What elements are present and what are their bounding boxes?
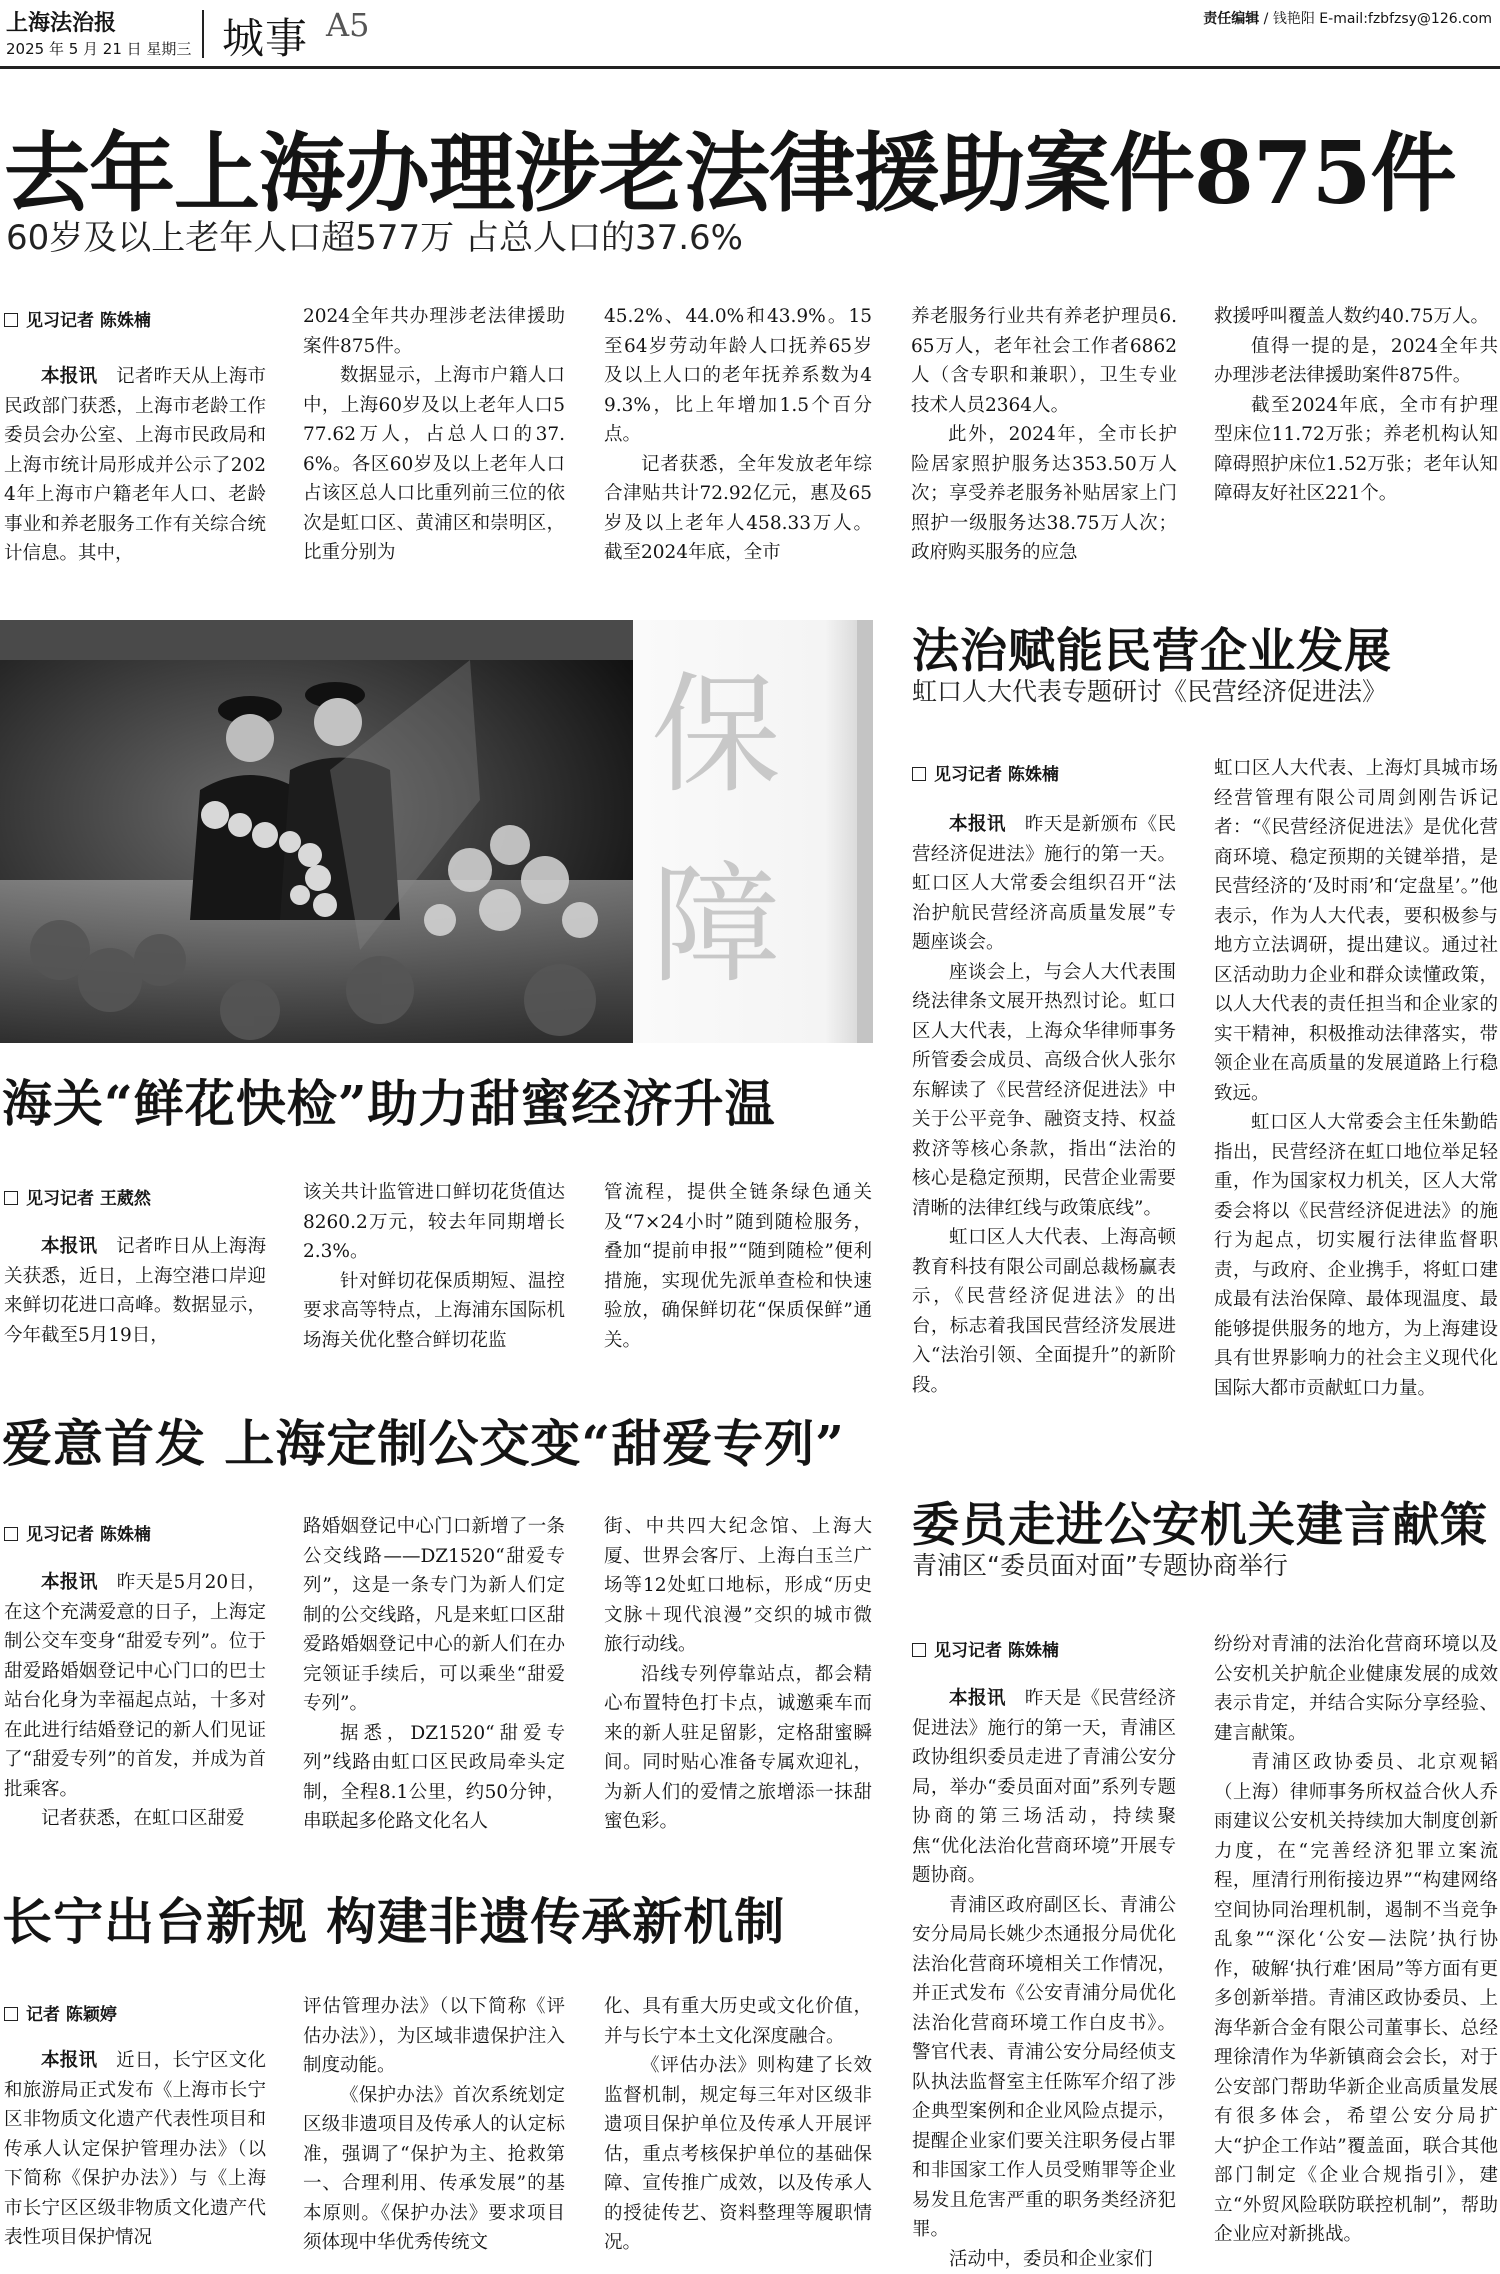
byline-box-icon <box>912 767 926 781</box>
story3-headline: 爱意首发 上海定制公交变“甜爱专列” <box>2 1414 845 1473</box>
story5-byline <box>912 760 1059 785</box>
paper-logo: 上海法治报 <box>6 10 117 36</box>
calligraphy-panel <box>633 620 873 1043</box>
story6-subheadline: 青浦区“委员面对面”专题协商举行 <box>912 1551 1288 1580</box>
story2-lead: 本报讯 <box>41 1236 98 1257</box>
editor-label: 责任编辑 <box>1203 11 1260 27</box>
story6-headline: 委员走进公安机关建言献策 <box>912 1498 1488 1553</box>
story5-headline: 法治赋能民营企业发展 <box>912 624 1392 679</box>
calligraphy-side-bar <box>857 620 873 1043</box>
flower-inspection-photo <box>0 620 633 1043</box>
byline-text: 记者 陈颖婷 <box>26 2005 117 2025</box>
story1-col1-text: 记者昨天从上海市民政部门获悉，上海市老龄工作委员会办公室、上海市民政局和上海市统计局形成并公示了2024年上海市户籍老年人口、老龄事业和养老服务工作有关综合统计信息。其中， <box>4 366 266 564</box>
story1-byline <box>4 306 151 331</box>
page-number: A5 <box>326 6 370 44</box>
story3-col1: 本报讯 昨天是5月20日，在这个充满爱意的日子，上海定制公交车变身“甜爱专列”。位于甜爱路婚姻登记中心门口的巴士站台化身为幸福起点站，十多对在此进行结婚登记的新人们见证了“甜爱专列”的首发，并成为首批乘客。 记者获悉，在虹口区甜爱 <box>4 1572 266 1829</box>
story1-col1 <box>4 362 266 572</box>
story5-subheadline: 虹口人大代表专题研讨《民营经济促进法》 <box>912 677 1388 706</box>
story4-lead: 本报讯 <box>41 2050 98 2071</box>
story4-col3: 化、具有重大历史或文化价值，并与长宁本土文化深度融合。 《评估办法》则构建了长效监督机制，规定每三年对区级非遗项目保护单位及传承人开展评估，重点考核保护单位的基础保障、宣传推广成效，以及传承人的授徒传艺、资料整理等履职情况。 <box>604 1996 872 2253</box>
story5-col1-text: 昨天是新颁布《民营经济促进法》施行的第一天。虹口区人大常委会组织召开“法治护航民营经济高质量发展”专题座谈会。 <box>912 814 1176 953</box>
masthead-rule <box>0 66 1500 69</box>
story4-col1 <box>4 2046 266 2246</box>
byline-text: 见习记者 王葳然 <box>26 1189 151 1209</box>
calligraphy-text: 保障 <box>651 659 782 1001</box>
byline-text: 见习记者 陈姝楠 <box>26 1525 151 1545</box>
byline-box-icon <box>4 313 18 327</box>
editor-info: 责任编辑 / 钱艳阳 E-mail:fzbfzsy@126.com <box>1203 11 1492 27</box>
customs-officers-photo-icon <box>0 620 633 1043</box>
story6-col2: 纷纷对青浦的法治化营商环境以及公安机关护航企业健康发展的成效表示肯定，并结合实际分享经验、建言献策。 青浦区政协委员、北京观韬（上海）律师事务所权益合伙人乔雨建议公安机关持续加大制度创新力度，在“完善经济犯罪立案流程，厘清行刑衔接边界”“构建网络空间协同治理机制，遏制不当竞争乱象”“深化‘公安—法院’执行协作，破解‘执行难’困局”等方面有更多创新举措。青浦区政协委员、上海华新合金有限公司董事长、总经理徐清作为华新镇商会会长，对于公安部门帮助华新企业高质量发展有很多体会，希望公安分局扩大“护企工作站”覆盖面，联合其他部门制定《企业合规指引》，建立“外贸风险联防联控机制”，帮助企业应对新挑战。 <box>1214 1634 1498 2245</box>
story4-col2: 评估管理办法》（以下简称《评估办法》），为区域非遗保护注入制度动能。 《保护办法》首次系统划定区级非遗项目及传承人的认定标准，强调了“保护为主、抢救第一、合理利用、传承发展”的基本原则。《保护办法》要求项目须体现中华优秀传统文 <box>303 1996 565 2253</box>
editor-name: 钱艳阳 <box>1272 11 1315 27</box>
story2-col1-text: 记者昨日从上海海关获悉，近日，上海空港口岸迎来鲜切花进口高峰。数据显示，今年截至5月19日， <box>4 1236 266 1346</box>
byline-text: 见习记者 陈姝楠 <box>26 311 151 331</box>
byline-box-icon <box>912 1643 926 1657</box>
story3-col1-text: 昨天是5月20日，在这个充满爱意的日子，上海定制公交车变身“甜爱专列”。位于甜爱路婚姻登记中心门口的巴士站台化身为幸福起点站，十多对在此进行结婚登记的新人们见证了“甜爱专列”的首发，并成为首批乘客。 <box>4 1572 266 1800</box>
story4-byline <box>4 2000 117 2025</box>
story1-col4: 养老服务行业共有养老护理员6.65万人，老年社会工作者6862人（含专职和兼职），卫生专业技术人员2364人。 此外，2024年，全市长护险居家照护服务达353.50万人次；享受养老服务补贴居家上门照护一级服务达38.75万人次；政府购买服务的应急 <box>911 306 1177 563</box>
byline-box-icon <box>4 1191 18 1205</box>
masthead <box>0 0 1500 72</box>
byline-text: 见习记者 陈姝楠 <box>934 765 1059 785</box>
story2-col2: 该关共计监管进口鲜切花货值达8260.2万元，较去年同期增长2.3%。 针对鲜切花保质期短、温控要求高等特点，上海浦东国际机场海关优化整合鲜切花监 <box>303 1182 565 1351</box>
byline-box-icon <box>4 2007 18 2021</box>
story1-lead: 本报讯 <box>41 366 98 387</box>
story3-byline <box>4 1520 151 1545</box>
editor-email: E-mail:fzbfzsy@126.com <box>1319 11 1492 27</box>
issue-date: 2025 年 5 月 21 日 星期三 <box>6 40 192 58</box>
story6-byline <box>912 1636 1059 1661</box>
story1-col3: 45.2%、44.0%和43.9%。15至64岁劳动年龄人口抚养65岁及以上人口的老年抚养系数为49.3%，比上年增加1.5个百分点。 记者获悉，全年发放老年综合津贴共计72.92亿元，惠及65岁及以上老年人458.33万人。截至2024年底，全市 <box>604 306 872 563</box>
masthead-divider <box>202 10 204 58</box>
story2-byline <box>4 1184 151 1209</box>
story2-col1 <box>4 1232 266 1352</box>
story3-col3: 街、中共四大纪念馆、上海大厦、世界会客厅、上海白玉兰广场等12处虹口地标，形成“历史文脉＋现代浪漫”交织的城市微旅行动线。 沿线专列停靠站点，都会精心布置特色打卡点，诚邀乘车而来的新人驻足留影，定格甜蜜瞬间。同时贴心准备专属欢迎礼，为新人们的爱情之旅增添一抹甜蜜色彩。 <box>604 1516 872 1832</box>
story4-col1-text: 近日，长宁区文化和旅游局正式发布《上海市长宁区非物质文化遗产代表性项目和传承人认定保护管理办法》（以下简称《保护办法》）与《上海市长宁区区级非物质文化遗产代表性项目保护情况 <box>4 2050 266 2248</box>
story3-lead: 本报讯 <box>41 1572 98 1593</box>
story5-lead: 本报讯 <box>949 814 1006 835</box>
story5-col2: 虹口区人大代表、上海灯具城市场经营管理有限公司周剑刚告诉记者：“《民营经济促进法》是优化营商环境、稳定预期的关键举措，是民营经济的‘及时雨’和‘定盘星’。”他表示，作为人大代表，要积极参与地方立法调研，提出建议。通过社区活动助力企业和群众读懂政策，以人大代表的责任担当和企业家的实干精神，积极推动法律落实，带领企业在高质量的发展道路上行稳致远。 虹口区人大常委会主任朱勤皓指出，民营经济在虹口地位举足轻重，作为国家权力机关，区人大常委会将以《民营经济促进法》的施行为起点，切实履行法律监督职责，与政府、企业携手，将虹口建成最有法治保障、最体现温度、最能够提供服务的地方，为上海建设具有世界影响力的社会主义现代化国际大都市贡献虹口力量。 <box>1214 758 1498 1399</box>
story1-subheadline: 60岁及以上老年人口超577万 占总人口的37.6% <box>6 218 743 258</box>
story6-lead: 本报讯 <box>949 1688 1006 1709</box>
story4-headline: 长宁出台新规 构建非遗传承新机制 <box>2 1892 786 1951</box>
story2-headline: 海关“鲜花快检”助力甜蜜经济升温 <box>2 1074 776 1133</box>
byline-box-icon <box>4 1527 18 1541</box>
story2-col3: 管流程，提供全链条绿色通关及“7×24小时”随到随检服务，叠加“提前申报”“随到随检”便利措施，实现优先派单查检和快速验放，确保鲜切花“保质保鲜”通关。 <box>604 1182 872 1351</box>
section-name: 城事 <box>222 14 309 63</box>
story6-col1-text: 昨天是《民营经济促进法》施行的第一天，青浦区政协组织委员走进了青浦公安分局，举办“委员面对面”系列专题协商的第三场活动，持续聚焦“优化法治化营商环境”开展专题协商。 <box>912 1688 1176 1886</box>
story1-col2: 2024全年共办理涉老法律援助案件875件。 数据显示，上海市户籍人口中，上海60岁及以上老年人口577.62万人，占总人口的37.6%。各区60岁及以上老年人口占该区总人口比重列前三位的依次是虹口区、黄浦区和崇明区，比重分别为 <box>303 306 565 563</box>
story1-col5: 救援呼叫覆盖人数约40.75万人。 值得一提的是，2024全年共办理涉老法律援助案件875件。 截至2024年底，全市有护理型床位11.72万张；养老机构认知障碍照护床位1.52万张；老年认知障碍友好社区221个。 <box>1214 306 1498 504</box>
byline-text: 见习记者 陈姝楠 <box>934 1641 1059 1661</box>
story5-col1: 本报讯 昨天是新颁布《民营经济促进法》施行的第一天。虹口区人大常委会组织召开“法治护航民营经济高质量发展”专题座谈会。 座谈会上，与会人大代表围绕法律条文展开热烈讨论。虹口区人大代表，上海众华律师事务所管委会成员、高级合伙人张尔东解读了《民营经济促进法》中关于公平竞争、融资支持、权益救济等核心条款，指出“法治的核心是稳定预期，民营企业需要清晰的法律红线与政策底线”。 虹口区人大代表、上海高顿教育科技有限公司副总裁杨赢表示，《民营经济促进法》的出台，标志着我国民营经济发展进入“法治引领、全面提升”的新阶段。 <box>912 814 1176 1396</box>
story3-col2: 路婚姻登记中心门口新增了一条公交线路——DZ1520“甜爱专列”，这是一条专门为新人们定制的公交线路，凡是来虹口区甜爱路婚姻登记中心的新人们在办完领证手续后，可以乘坐“甜爱专列”。 据悉，DZ1520“甜爱专列”线路由虹口区民政局牵头定制，全程8.1公里，约50分钟，串联起多伦路文化名人 <box>303 1516 565 1832</box>
story6-col1: 本报讯 昨天是《民营经济促进法》施行的第一天，青浦区政协组织委员走进了青浦公安分局，举办“委员面对面”系列专题协商的第三场活动，持续聚焦“优化法治化营商环境”开展专题协商。 青浦区政府副区长、青浦公安分局局长姚少杰通报分局优化法治化营商环境相关工作情况，并正式发布《公安青浦分局优化法治化营商环境工作白皮书》。警官代表、青浦公安分局经侦支队执法监督室主任陈军介绍了涉企典型案例和企业风险点提示，提醒企业家们要关注职务侵占罪和非国家工作人员受贿罪等企业易发且危害严重的职务类经济犯罪。 活动中，委员和企业家们 <box>912 1688 1176 2270</box>
story1-headline: 去年上海办理涉老法律援助案件875件 <box>4 123 1456 224</box>
